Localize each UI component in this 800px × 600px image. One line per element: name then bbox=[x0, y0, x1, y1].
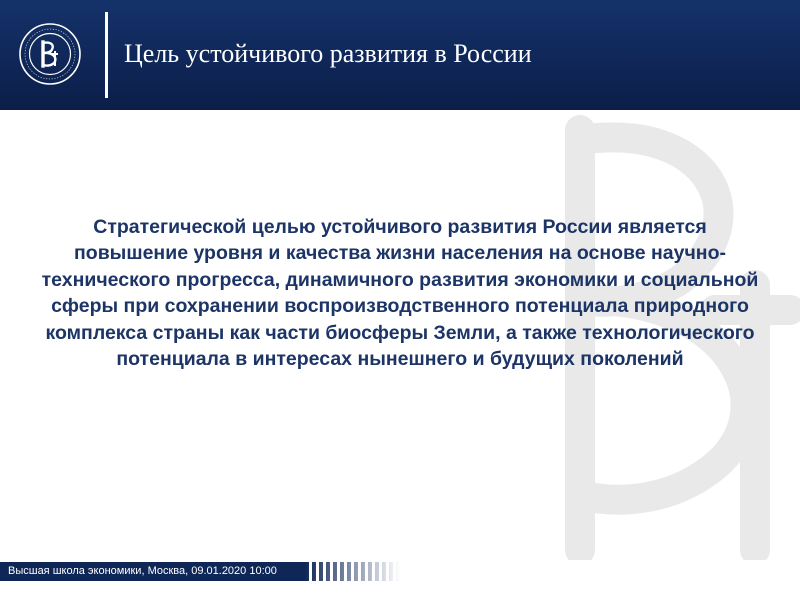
footer-text: Высшая школа экономики, Москва, 09.01.2020 10:00 bbox=[8, 565, 277, 577]
main-statement: Стратегической целью устойчивого развития России является повышение уровня и качества жизни населения на основе научно-технического прогресса, динамичного развития экономики и социальной сферы при сохранении воспроизводственного потенциала природного комплекса страны как части биосферы Земли, а также технологического потенциала в интересах нынешнего и будущих поколений bbox=[41, 216, 759, 371]
header-divider bbox=[105, 12, 108, 98]
footer-fade-stripes bbox=[305, 562, 400, 581]
header-bar bbox=[0, 0, 800, 110]
footer-bar bbox=[0, 562, 800, 600]
page-title: Цель устойчивого развития в России bbox=[124, 39, 532, 68]
hse-logo-icon bbox=[18, 22, 82, 86]
